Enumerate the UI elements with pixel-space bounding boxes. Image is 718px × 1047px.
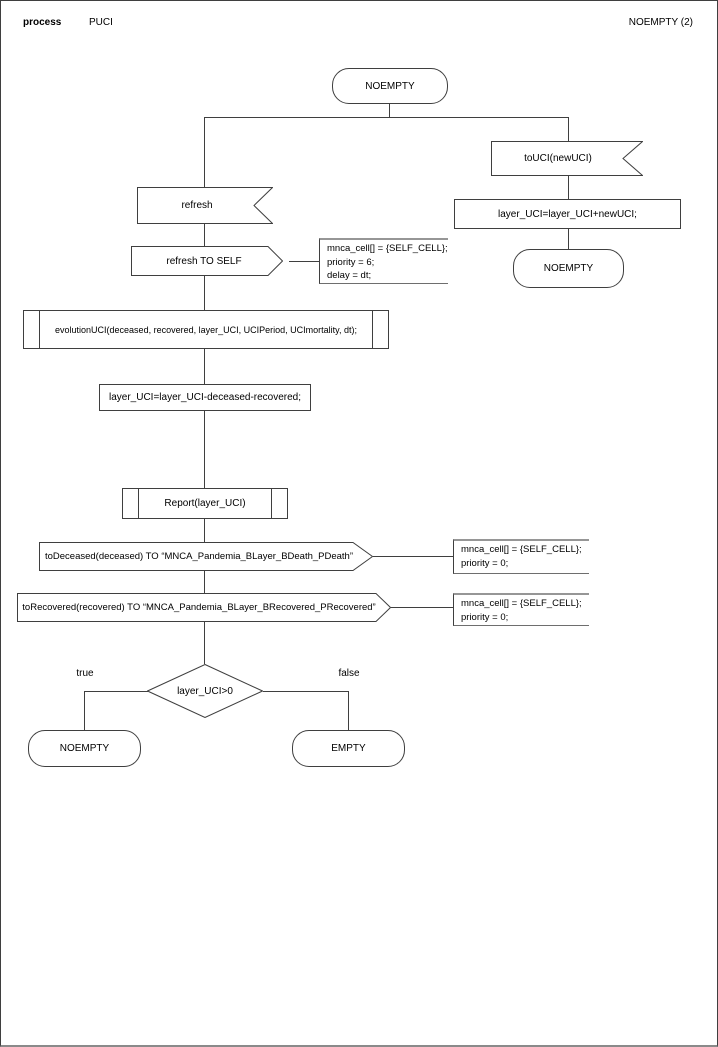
page-header-title: NOEMPTY (2) [628,17,693,28]
decision-layer-uci-label: layer_UCI>0 [177,685,233,697]
decision-layer-uci [147,664,263,718]
connector-refreshself-comment [289,261,319,262]
state-noempty-true-label: NOEMPTY [59,743,110,754]
connector-true-horizontal [84,691,148,692]
comment-torecovered-params [453,593,589,626]
connector-todeceased-comment [373,556,453,557]
input-signal-touci-label: toUCI(newUCI) [524,153,592,164]
process-name: PUCI [89,17,113,28]
connector-torecovered-comment [391,607,453,608]
task-subtract [99,384,311,411]
task-subtract-label: layer_UCI=layer_UCI-deceased-recovered; [108,392,302,403]
comment-todeceased-line1: mnca_cell[] = {SELF_CELL}; [461,544,582,555]
connector-to-decision [204,622,205,664]
connector-false-horizontal [263,691,348,692]
branch-label-false: false [338,668,360,679]
output-signal-torecovered-label: toRecovered(recovered) TO “MNCA_Pandemia_BLayer_BRecovered_PRecovered” [22,602,376,613]
state-noempty-right-label: NOEMPTY [543,263,594,274]
branch-label-true: true [76,668,94,679]
comment-refresh-line3: delay = dt; [327,270,372,281]
connector-to-torecovered [204,571,205,593]
comment-refresh-line1: mnca_cell[] = {SELF_CELL}; [327,243,448,254]
comment-refresh-line2: priority = 6; [327,256,375,268]
output-signal-todeceased-label: toDeceased(deceased) TO “MNCA_Pandemia_BLayer_BDeath_PDeath” [44,551,354,562]
task-add-newuci [454,199,681,229]
input-signal-refresh [137,187,273,224]
connector-touci-down [568,176,569,199]
state-noempty-start [332,68,448,104]
state-noempty-true [28,730,141,767]
connector-to-evolution [204,276,205,310]
input-signal-refresh-label: refresh [181,200,213,211]
state-noempty-right [513,249,624,288]
output-signal-refresh-to-self [131,246,283,276]
state-empty-false-label: EMPTY [331,743,366,754]
comment-torecovered-line1: mnca_cell[] = {SELF_CELL}; [461,598,582,609]
connector-to-subtract [204,349,205,384]
comment-refresh-params [319,238,448,284]
output-signal-refresh-to-self-label: refresh TO SELF [166,255,242,267]
connector-true-down [84,691,85,730]
comment-todeceased-params [453,539,589,574]
procedure-inner-line [138,489,139,518]
input-signal-touci [491,141,643,176]
comment-torecovered-line2: priority = 0; [461,611,509,623]
procedure-inner-line [372,311,373,348]
connector-right-branch-down [568,117,569,141]
process-keyword: process [23,17,62,28]
connector-to-todeceased [204,519,205,542]
procedure-evolutionuci-label: evolutionUCI(deceased, recovered, layer_UCI, UCIPeriod, UCImortality, dt); [55,324,357,335]
state-empty-false [292,730,405,767]
connector-false-down [348,691,349,730]
task-add-newuci-label: layer_UCI=layer_UCI+newUCI; [498,208,637,220]
connector-branch-horizontal [204,117,569,118]
connector-refresh-down [204,224,205,246]
connector-start-down [389,104,390,117]
output-signal-torecovered [17,593,391,622]
comment-todeceased-line2: priority = 0; [461,557,509,569]
procedure-report [122,488,288,519]
procedure-report-label: Report(layer_UCI) [164,498,246,509]
procedure-inner-line [39,311,40,348]
procedure-inner-line [271,489,272,518]
connector-to-report [204,411,205,488]
state-noempty-start-label: NOEMPTY [365,80,415,92]
connector-left-branch-down [204,117,205,187]
connector-adduci-down [568,229,569,249]
output-signal-todeceased [39,542,373,571]
procedure-evolutionuci [23,310,389,349]
